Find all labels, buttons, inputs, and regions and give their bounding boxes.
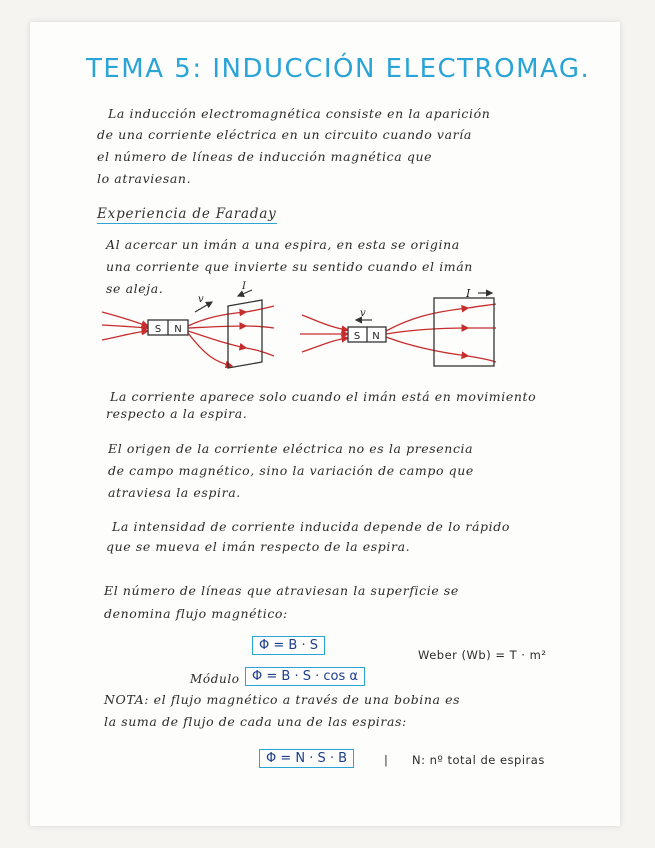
modulus-label: Módulo (190, 672, 240, 686)
intro-line: lo atraviesan. (97, 171, 192, 186)
note-line: la suma de flujo de cada una de las espiras: (104, 714, 407, 729)
page-title: TEMA 5: INDUCCIÓN ELECTROMAG. (86, 54, 591, 84)
magnet-pole-n: N (174, 324, 182, 335)
magnet-pole-n: N (372, 331, 380, 342)
flux-formula-vector: Φ = B · S (252, 636, 325, 655)
right-field-lines (300, 304, 496, 362)
current-label: I (466, 287, 471, 300)
current-label: I (242, 281, 246, 292)
paragraph-line: La corriente aparece solo cuando el imán está en movimiento (110, 389, 537, 404)
note-line: NOTA: el flujo magnético a través de una bobina es (104, 692, 461, 707)
paragraph-line: El origen de la corriente eléctrica no es la presencia (108, 441, 474, 456)
coil-flux-formula: Φ = N · S · B (259, 749, 354, 768)
intro-line: La inducción electromagnética consiste en la aparición (108, 106, 491, 121)
velocity-label: v (360, 308, 366, 319)
intro-line: el número de líneas de inducción magnética que (97, 149, 433, 164)
coil-note: N: nº total de espiras (412, 753, 545, 767)
formula-separator: | (384, 753, 389, 767)
flux-formula-modulus: Φ = B · S · cos α (245, 667, 365, 686)
section-title: Experiencia de Faraday (97, 206, 277, 222)
paragraph-line: La intensidad de corriente inducida depende de lo rápido (112, 519, 510, 534)
paragraph-line: respecto a la espira. (106, 406, 248, 421)
faraday-line: Al acercar un imán a una espira, en esta se origina (106, 237, 460, 252)
paragraph-line: que se mueva el imán respecto de la espira. (106, 539, 411, 554)
flux-unit: Weber (Wb) = T · m² (418, 648, 547, 662)
paragraph-line: de campo magnético, sino la variación de campo que (108, 463, 474, 478)
paragraph-line: atraviesa la espira. (108, 485, 241, 500)
paragraph-line: denomina flujo magnético: (104, 606, 288, 621)
left-field-lines (102, 306, 274, 366)
magnet-pole-s: S (154, 324, 162, 335)
velocity-label: v (198, 294, 204, 305)
paragraph-line: El número de líneas que atraviesan la superficie se (104, 583, 459, 598)
intro-line: de una corriente eléctrica en un circuito cuando varía (97, 127, 472, 142)
magnet-pole-s: S (353, 331, 361, 342)
faraday-line: una corriente que invierte su sentido cuando el imán (106, 259, 473, 274)
faraday-line: se aleja. (106, 281, 164, 296)
